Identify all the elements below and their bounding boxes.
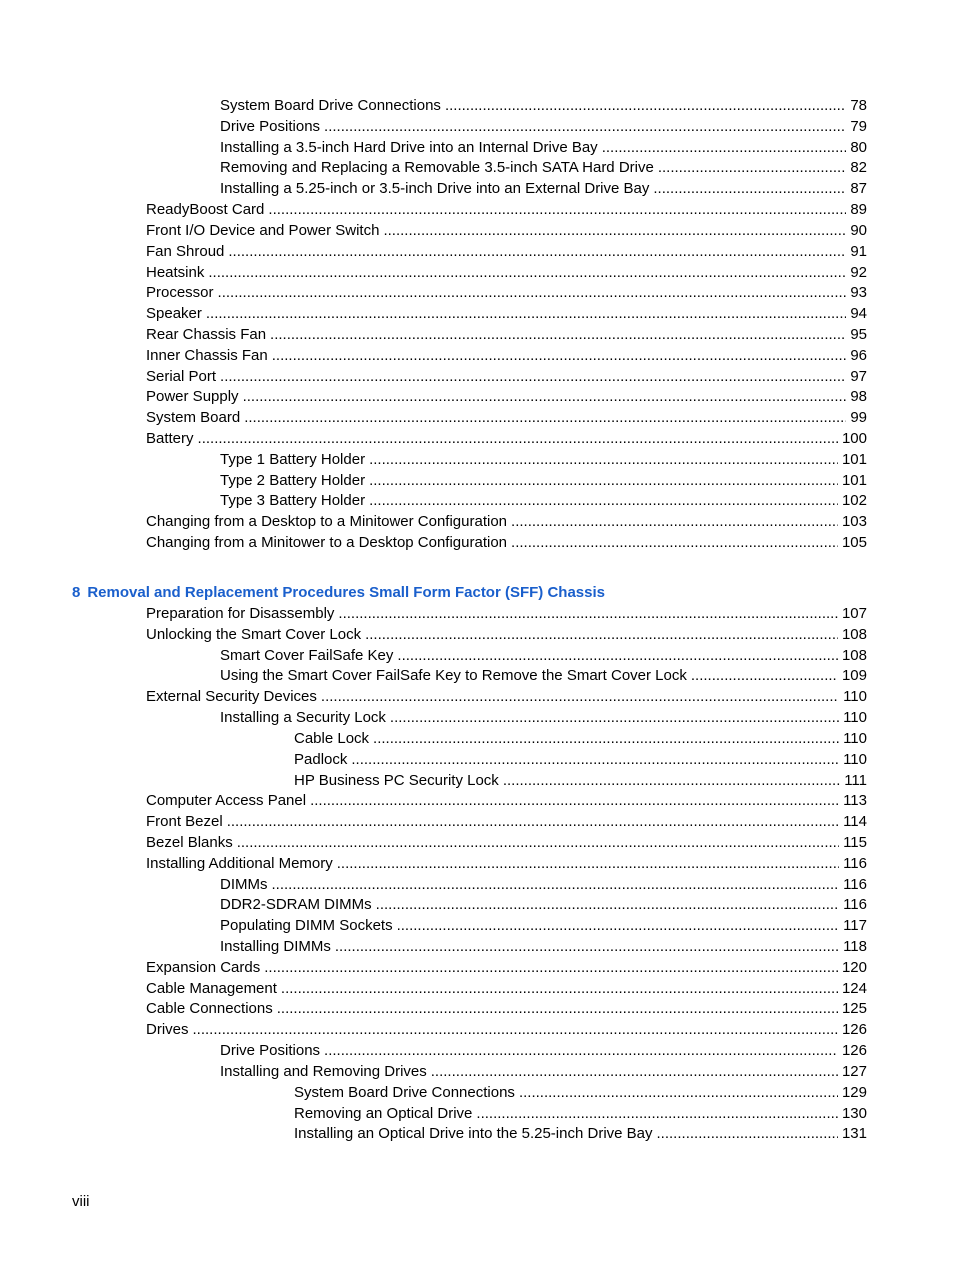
toc-entry-page-number: 115 bbox=[843, 833, 867, 851]
toc-entry-page-number: 126 bbox=[841, 1042, 867, 1060]
dot-leader bbox=[193, 1020, 838, 1041]
dot-leader bbox=[310, 791, 839, 812]
toc-entry-page-number: 90 bbox=[850, 221, 867, 239]
toc-entry[interactable] bbox=[0, 512, 954, 533]
toc-entry-title: Installing an Optical Drive into the 5.25-inch Drive Bay bbox=[294, 1125, 653, 1143]
toc-entry-title: Installing and Removing Drives bbox=[220, 1062, 427, 1080]
dot-leader bbox=[337, 854, 839, 875]
toc-entry[interactable] bbox=[0, 833, 954, 854]
dot-leader bbox=[218, 283, 847, 304]
dot-leader bbox=[657, 1124, 838, 1145]
toc-entry[interactable] bbox=[0, 708, 954, 729]
toc-entry-page-number: 101 bbox=[841, 471, 867, 489]
dot-leader bbox=[383, 221, 846, 242]
toc-entry[interactable] bbox=[0, 1104, 954, 1125]
toc-entry[interactable] bbox=[0, 283, 954, 304]
toc-entry-page-number: 114 bbox=[843, 813, 867, 831]
toc-entry-title: Installing a 5.25-inch or 3.5-inch Drive into an External Drive Bay bbox=[220, 180, 650, 198]
toc-entry-title: Type 1 Battery Holder bbox=[220, 450, 366, 468]
toc-entry-title: Drives bbox=[146, 1021, 189, 1039]
toc-entry-title: System Board Drive Connections bbox=[220, 97, 441, 114]
toc-entry-page-number: 129 bbox=[841, 1083, 867, 1101]
toc-entry-page-number: 117 bbox=[843, 917, 867, 935]
toc-entry[interactable] bbox=[0, 367, 954, 388]
toc-entry-title: Type 2 Battery Holder bbox=[220, 471, 366, 489]
toc-entry-page-number: 95 bbox=[850, 325, 867, 343]
dot-leader bbox=[272, 346, 847, 367]
toc-entry-page-number: 82 bbox=[850, 159, 867, 177]
dot-leader bbox=[227, 812, 839, 833]
toc-entry[interactable] bbox=[0, 937, 954, 958]
toc-entry-page-number: 107 bbox=[841, 605, 867, 622]
dot-leader bbox=[237, 833, 839, 854]
dot-leader bbox=[351, 750, 839, 771]
dot-leader bbox=[511, 512, 838, 533]
chapter-title: Removal and Replacement Procedures Small Form Factor (SFF) Chassis bbox=[87, 584, 605, 601]
toc-entry-title: Cable Connections bbox=[146, 1000, 273, 1018]
toc-entry-title: External Security Devices bbox=[146, 688, 317, 706]
dot-leader bbox=[365, 625, 838, 646]
toc-entry[interactable] bbox=[0, 666, 954, 687]
toc-entry[interactable] bbox=[0, 117, 954, 138]
toc-entry[interactable] bbox=[0, 200, 954, 221]
toc-entry[interactable] bbox=[0, 138, 954, 159]
toc-entry-title: Drive Positions bbox=[220, 117, 321, 135]
toc-entry-title: Installing DIMMs bbox=[220, 938, 331, 955]
toc-entry-title: Changing from a Minitower to a Desktop Configuration bbox=[146, 534, 508, 552]
dot-leader bbox=[503, 771, 840, 792]
toc-entry-title: Power Supply bbox=[146, 388, 239, 406]
toc-entry[interactable] bbox=[0, 408, 954, 429]
dot-leader bbox=[324, 1041, 838, 1062]
toc-entry-page-number: 94 bbox=[850, 305, 867, 323]
toc-entry[interactable] bbox=[0, 533, 954, 554]
dot-leader bbox=[373, 729, 839, 750]
dot-leader bbox=[244, 408, 846, 429]
toc-entry-page-number: 110 bbox=[843, 750, 867, 768]
toc-entry-title: Cable Lock bbox=[294, 729, 370, 747]
toc-entry-title: Installing a Security Lock bbox=[220, 709, 386, 727]
toc-entry-page-number: 89 bbox=[850, 201, 867, 219]
dot-leader bbox=[397, 916, 840, 937]
dot-leader bbox=[431, 1062, 838, 1083]
toc-entry[interactable] bbox=[0, 646, 954, 667]
toc-entry[interactable] bbox=[0, 1083, 954, 1104]
toc-entry-page-number: 118 bbox=[843, 938, 867, 955]
toc-entry-title: Speaker bbox=[146, 305, 202, 323]
toc-entry-title: Rear Chassis Fan bbox=[146, 325, 267, 343]
toc-entry[interactable] bbox=[0, 471, 954, 492]
dot-leader bbox=[335, 937, 839, 958]
toc-entry[interactable] bbox=[0, 1020, 954, 1041]
toc-entry-page-number: 92 bbox=[850, 263, 867, 281]
toc-entry-title: System Board bbox=[146, 409, 241, 427]
dot-leader bbox=[390, 708, 839, 729]
toc-entry[interactable] bbox=[0, 1124, 954, 1145]
dot-leader bbox=[272, 875, 840, 896]
toc-entry[interactable] bbox=[0, 325, 954, 346]
toc-entry-page-number: 87 bbox=[850, 180, 867, 198]
dot-leader bbox=[369, 450, 838, 471]
chapter-number: 8 bbox=[72, 584, 81, 601]
toc-entry-page-number: 108 bbox=[841, 646, 867, 664]
toc-entry-title: Battery bbox=[146, 430, 194, 447]
toc-entry-title: Front I/O Device and Power Switch bbox=[146, 221, 380, 239]
toc-entry-page-number: 110 bbox=[843, 709, 867, 727]
toc-entry[interactable] bbox=[0, 221, 954, 242]
toc-entry-page-number: 110 bbox=[843, 688, 867, 706]
dot-leader bbox=[270, 325, 846, 346]
dot-leader bbox=[208, 263, 846, 284]
toc-entry-title: Unlocking the Smart Cover Lock bbox=[146, 625, 362, 643]
dot-leader bbox=[206, 304, 846, 325]
dot-leader bbox=[602, 138, 847, 159]
dot-leader bbox=[281, 979, 838, 1000]
toc-entry-page-number: 124 bbox=[841, 979, 867, 997]
dot-leader bbox=[691, 666, 838, 687]
toc-entry-page-number: 109 bbox=[841, 667, 867, 685]
toc-entry[interactable] bbox=[0, 729, 954, 750]
toc-entry[interactable] bbox=[0, 958, 954, 979]
toc-entry-title: Type 3 Battery Holder bbox=[220, 492, 366, 510]
toc-entry-page-number: 120 bbox=[841, 958, 867, 976]
toc-entry[interactable] bbox=[0, 158, 954, 179]
toc-entry-title: System Board Drive Connections bbox=[294, 1083, 515, 1101]
toc-entry-page-number: 113 bbox=[843, 792, 867, 810]
toc-entry-page-number: 97 bbox=[850, 367, 867, 385]
toc-entry-page-number: 110 bbox=[843, 729, 867, 747]
dot-leader bbox=[338, 604, 838, 625]
toc-entry-page-number: 91 bbox=[850, 242, 867, 260]
toc-entry[interactable] bbox=[0, 263, 954, 284]
dot-leader bbox=[243, 387, 847, 408]
toc-entry-page-number: 130 bbox=[841, 1104, 867, 1122]
toc-entry[interactable] bbox=[0, 750, 954, 771]
toc-entry-page-number: 126 bbox=[841, 1021, 867, 1039]
toc-entry-page-number: 111 bbox=[844, 771, 867, 789]
toc-entry[interactable] bbox=[0, 179, 954, 200]
toc-entry[interactable] bbox=[0, 429, 954, 450]
toc-entry[interactable] bbox=[0, 604, 954, 625]
toc-entry-title: Preparation for Disassembly bbox=[146, 605, 335, 622]
dot-leader bbox=[228, 242, 846, 263]
dot-leader bbox=[519, 1083, 838, 1104]
toc-entry[interactable] bbox=[0, 491, 954, 512]
toc-entry-page-number: 125 bbox=[841, 1000, 867, 1018]
toc-entry[interactable] bbox=[0, 1041, 954, 1062]
toc-entry[interactable] bbox=[0, 791, 954, 812]
dot-leader bbox=[324, 117, 846, 138]
toc-entry-page-number: 99 bbox=[850, 409, 867, 427]
toc-entry-page-number: 78 bbox=[850, 97, 867, 114]
toc-entry[interactable] bbox=[0, 96, 954, 117]
toc-entry-title: Drive Positions bbox=[220, 1042, 321, 1060]
dot-leader bbox=[658, 158, 846, 179]
toc-entry-title: DIMMs bbox=[220, 875, 268, 893]
toc-entry-page-number: 116 bbox=[843, 896, 867, 914]
toc-entry-page-number: 131 bbox=[841, 1125, 867, 1143]
toc-entry-page-number: 80 bbox=[850, 138, 867, 156]
dot-leader bbox=[264, 958, 838, 979]
toc-entry-title: Padlock bbox=[294, 750, 348, 768]
page-number-footer: viii bbox=[72, 1193, 90, 1210]
toc-entry-page-number: 116 bbox=[843, 854, 867, 872]
toc-entry[interactable] bbox=[0, 242, 954, 263]
toc-entry-title: Smart Cover FailSafe Key bbox=[220, 646, 394, 664]
toc-entry[interactable] bbox=[0, 875, 954, 896]
toc-entry-title: Processor bbox=[146, 284, 214, 302]
toc-entry-page-number: 100 bbox=[841, 430, 867, 447]
toc-entry-title: Installing Additional Memory bbox=[146, 854, 333, 872]
toc-entry-page-number: 108 bbox=[841, 625, 867, 643]
toc-entry[interactable] bbox=[0, 346, 954, 367]
dot-leader bbox=[198, 429, 838, 450]
toc-entry[interactable] bbox=[0, 450, 954, 471]
toc-entry[interactable] bbox=[0, 812, 954, 833]
toc-entry[interactable] bbox=[0, 387, 954, 408]
toc-entry-page-number: 116 bbox=[843, 875, 867, 893]
toc-entry[interactable] bbox=[0, 304, 954, 325]
toc-entry-title: Using the Smart Cover FailSafe Key to Remove the Smart Cover Lock bbox=[220, 667, 687, 685]
dot-leader bbox=[277, 999, 838, 1020]
dot-leader bbox=[369, 471, 838, 492]
toc-entry-title: Heatsink bbox=[146, 263, 205, 281]
toc-entry-title: Fan Shroud bbox=[146, 242, 225, 260]
toc-entry-title: Bezel Blanks bbox=[146, 833, 233, 851]
dot-leader bbox=[220, 367, 846, 388]
toc-entry-title: Inner Chassis Fan bbox=[146, 346, 268, 364]
toc-entry[interactable] bbox=[0, 854, 954, 875]
toc-entry-page-number: 102 bbox=[841, 492, 867, 510]
dot-leader bbox=[397, 646, 838, 667]
toc-entry-title: HP Business PC Security Lock bbox=[294, 771, 499, 789]
toc-entry-title: Computer Access Panel bbox=[146, 792, 307, 810]
toc-entry-title: DDR2-SDRAM DIMMs bbox=[220, 896, 372, 914]
toc-entry-page-number: 98 bbox=[850, 388, 867, 406]
toc-entry[interactable] bbox=[0, 771, 954, 792]
toc-entry-page-number: 79 bbox=[850, 117, 867, 135]
toc-entry[interactable] bbox=[0, 916, 954, 937]
toc-entry[interactable] bbox=[0, 1062, 954, 1083]
toc-entry-title: Removing an Optical Drive bbox=[294, 1104, 473, 1122]
dot-leader bbox=[376, 895, 839, 916]
dot-leader bbox=[511, 533, 838, 554]
toc-entry-title: Changing from a Desktop to a Minitower Configuration bbox=[146, 513, 508, 531]
toc-entry-title: Expansion Cards bbox=[146, 958, 261, 976]
toc-entry-title: Installing a 3.5-inch Hard Drive into an Internal Drive Bay bbox=[220, 138, 598, 156]
toc-entry-title: Removing and Replacing a Removable 3.5-inch SATA Hard Drive bbox=[220, 159, 654, 177]
dot-leader bbox=[653, 179, 846, 200]
toc-entry-title: ReadyBoost Card bbox=[146, 201, 265, 219]
toc-entry[interactable] bbox=[0, 979, 954, 1000]
toc-entry[interactable] bbox=[0, 895, 954, 916]
dot-leader bbox=[369, 491, 838, 512]
dot-leader bbox=[445, 96, 846, 117]
dot-leader bbox=[321, 687, 839, 708]
toc-entry-page-number: 105 bbox=[841, 534, 867, 552]
toc-entry-title: Populating DIMM Sockets bbox=[220, 917, 393, 935]
dot-leader bbox=[268, 200, 846, 221]
toc-entry-title: Cable Management bbox=[146, 979, 277, 997]
toc-entry-title: Serial Port bbox=[146, 367, 217, 385]
dot-leader bbox=[476, 1104, 838, 1125]
toc-entry-page-number: 101 bbox=[841, 450, 867, 468]
chapter-heading[interactable] bbox=[72, 583, 605, 603]
toc-entry-title: Front Bezel bbox=[146, 813, 223, 831]
toc-entry[interactable] bbox=[0, 625, 954, 646]
toc-entry-page-number: 103 bbox=[841, 513, 867, 531]
toc-entry[interactable] bbox=[0, 687, 954, 708]
toc-entry-page-number: 127 bbox=[841, 1062, 867, 1080]
table-of-contents-part-1 bbox=[0, 96, 954, 554]
toc-entry-page-number: 96 bbox=[850, 346, 867, 364]
toc-entry[interactable] bbox=[0, 999, 954, 1020]
table-of-contents-part-2 bbox=[0, 604, 954, 1145]
toc-entry-page-number: 93 bbox=[850, 284, 867, 302]
